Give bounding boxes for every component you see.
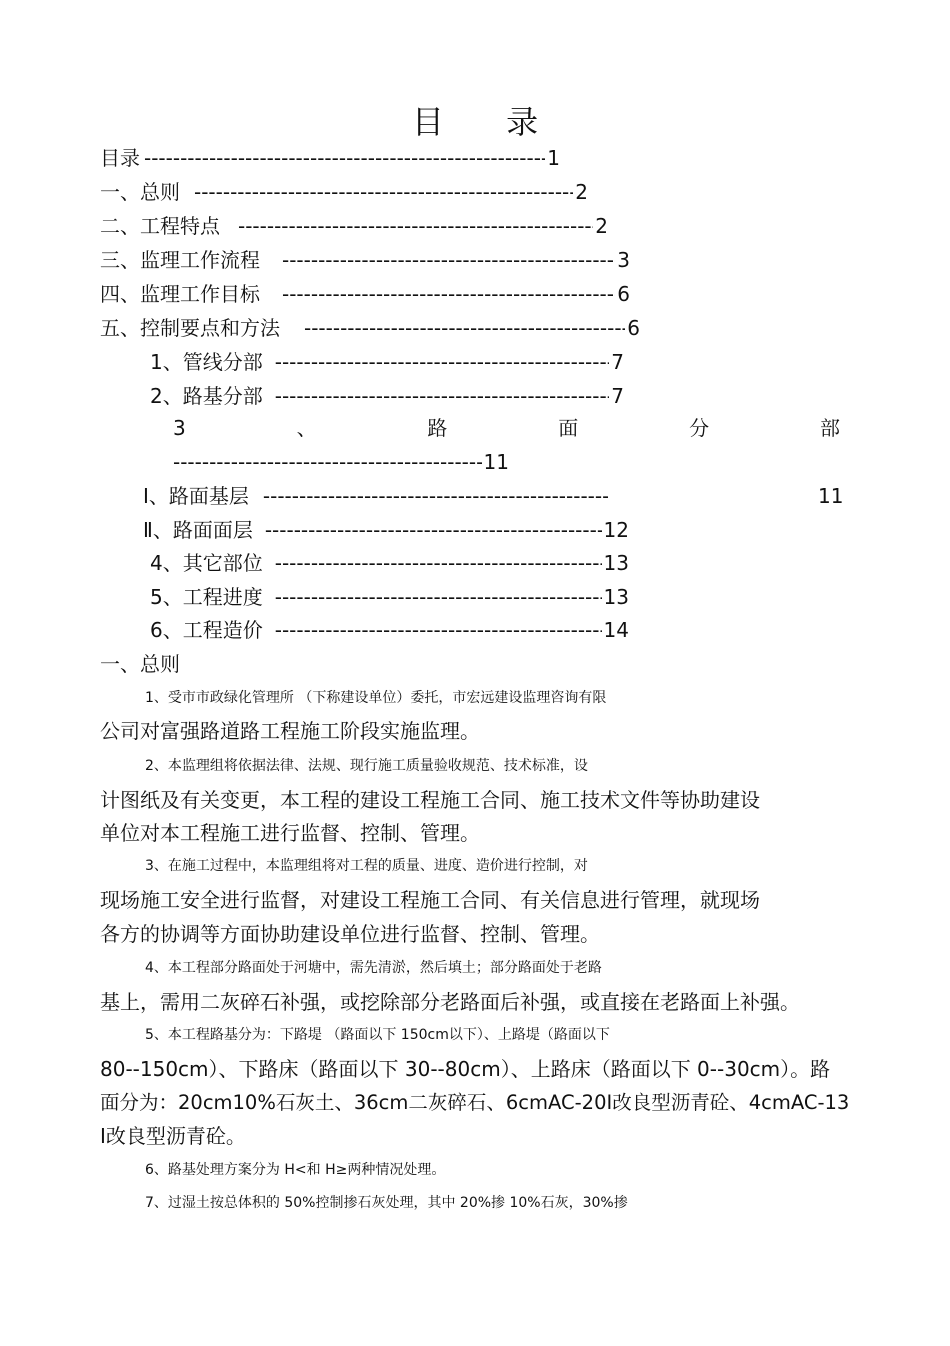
toc-entry-page: 13 <box>603 551 629 575</box>
paragraph-line: 面分为：20cm10%石灰土、36cm二灰碎石、6cmAC-20Ⅰ改良型沥青砼、4cmAC-13 <box>100 1091 850 1114</box>
paragraph-line: Ⅰ改良型沥青砼。 <box>100 1124 246 1148</box>
paragraph-line: 1、受市市政绿化管理所 （下称建设单位）委托，市宏远建设监理咨询有限 <box>145 690 607 706</box>
toc-entry-continuation[interactable] <box>173 445 509 479</box>
toc-entry-page-detached <box>818 479 848 513</box>
paragraph-line: 单位对本工程施工进行监督、控制、管理。 <box>100 821 480 845</box>
page-title: 目 录 <box>411 103 565 141</box>
toc-entry[interactable] <box>100 141 560 175</box>
toc-entry[interactable] <box>100 243 630 277</box>
toc-label-part: 路 <box>427 416 448 440</box>
toc-entry-label: Ⅰ、路面基层 <box>143 484 249 508</box>
toc-entry-label: 5、工程进度 <box>150 585 263 609</box>
toc-leader <box>194 175 573 209</box>
section-heading: 一、总则 <box>100 652 180 676</box>
toc-leader <box>275 580 602 614</box>
toc-entry[interactable] <box>100 277 630 311</box>
toc-leader <box>275 379 610 413</box>
toc-entry-label: 三、监理工作流程 <box>100 248 260 272</box>
toc-entry-page: 6 <box>627 316 640 340</box>
toc-entry-label: 一、总则 <box>100 180 180 204</box>
paragraph-line: 2、本监理组将依据法律、法规、现行施工质量验收规范、技术标准，设 <box>145 758 588 774</box>
toc-entry-page: 2 <box>595 214 608 238</box>
toc-entry[interactable] <box>150 613 629 647</box>
toc-entry-label: 四、监理工作目标 <box>100 282 260 306</box>
toc-entry-label: 6、工程造价 <box>150 618 263 642</box>
toc-entry[interactable] <box>150 546 629 580</box>
toc-entry[interactable] <box>143 479 608 513</box>
toc-entry-page: 1 <box>547 146 560 170</box>
toc-leader <box>238 209 593 243</box>
toc-entry-page: 13 <box>603 585 629 609</box>
toc-entry-page: 11 <box>818 484 844 508</box>
toc-entry-label: 1、管线分部 <box>150 350 263 374</box>
toc-leader <box>304 311 625 345</box>
paragraph-line: 5、本工程路基分为：下路堤 （路面以下 150cm以下）、上路堤（路面以下 <box>145 1027 610 1043</box>
toc-entry-page: 11 <box>483 450 509 474</box>
paragraph-line: 3、在施工过程中，本监理组将对工程的质量、进度、造价进行控制，对 <box>145 858 588 874</box>
toc-entry-label: 2、路基分部 <box>150 384 263 408</box>
toc-entry-page: 7 <box>611 384 624 408</box>
toc-entry-page: 6 <box>617 282 630 306</box>
toc-entry-label: 五、控制要点和方法 <box>100 316 280 340</box>
toc-leader <box>275 613 602 647</box>
toc-entry-justified-label[interactable] <box>173 411 840 445</box>
toc-leader <box>275 546 602 580</box>
toc-leader <box>282 243 615 277</box>
toc-leader <box>265 513 602 547</box>
toc-leader <box>144 141 545 175</box>
paragraph-line: 计图纸及有关变更，本工程的建设工程施工合同、施工技术文件等协助建设 <box>100 788 760 812</box>
toc-entry[interactable] <box>143 513 629 547</box>
toc-entry[interactable] <box>150 345 624 379</box>
toc-leader <box>275 345 610 379</box>
paragraph-line: 80--150cm）、下路床（路面以下 30--80cm）、上路床（路面以下 0--30cm）。路 <box>100 1057 831 1081</box>
toc-entry[interactable] <box>150 580 629 614</box>
toc-entry[interactable] <box>100 311 640 345</box>
paragraph-line: 7、过湿土按总体积的 50%控制掺石灰处理，其中 20%掺 10%石灰，30%掺 <box>145 1195 628 1211</box>
toc-leader <box>282 277 615 311</box>
toc-entry-label: 二、工程特点 <box>100 214 220 238</box>
toc-entry-page: 2 <box>575 180 588 204</box>
toc-label-part: 面 <box>558 416 579 440</box>
toc-entry[interactable] <box>100 209 608 243</box>
toc-entry-label: 4、其它部位 <box>150 551 263 575</box>
toc-leader <box>263 479 608 513</box>
toc-label-part: 、 <box>296 416 317 440</box>
toc-entry[interactable] <box>150 379 624 413</box>
paragraph-line: 各方的协调等方面协助建设单位进行监督、控制、管理。 <box>100 922 600 946</box>
toc-entry-page: 12 <box>603 518 629 542</box>
toc-label-part: 3 <box>173 416 186 440</box>
paragraph-line: 现场施工安全进行监督，对建设工程施工合同、有关信息进行管理，就现场 <box>100 888 760 912</box>
paragraph-line: 公司对富强路道路工程施工阶段实施监理。 <box>100 719 480 743</box>
toc-label-part: 分 <box>689 416 710 440</box>
toc-entry-label: Ⅱ、路面面层 <box>143 518 253 542</box>
paragraph-line: 6、路基处理方案分为 H<和 H≥两种情况处理。 <box>145 1162 446 1178</box>
paragraph-line: 基上，需用二灰碎石补强，或挖除部分老路面后补强，或直接在老路面上补强。 <box>100 990 800 1014</box>
toc-entry-page: 7 <box>611 350 624 374</box>
toc-leader <box>173 445 482 479</box>
toc-entry-page: 14 <box>603 618 629 642</box>
toc-entry-label: 目录 <box>100 146 140 170</box>
toc-entry-page: 3 <box>617 248 630 272</box>
toc-entry[interactable] <box>100 175 588 209</box>
paragraph-line: 4、本工程部分路面处于河塘中，需先清淤，然后填土；部分路面处于老路 <box>145 960 602 976</box>
toc-label-part: 部 <box>819 416 840 440</box>
